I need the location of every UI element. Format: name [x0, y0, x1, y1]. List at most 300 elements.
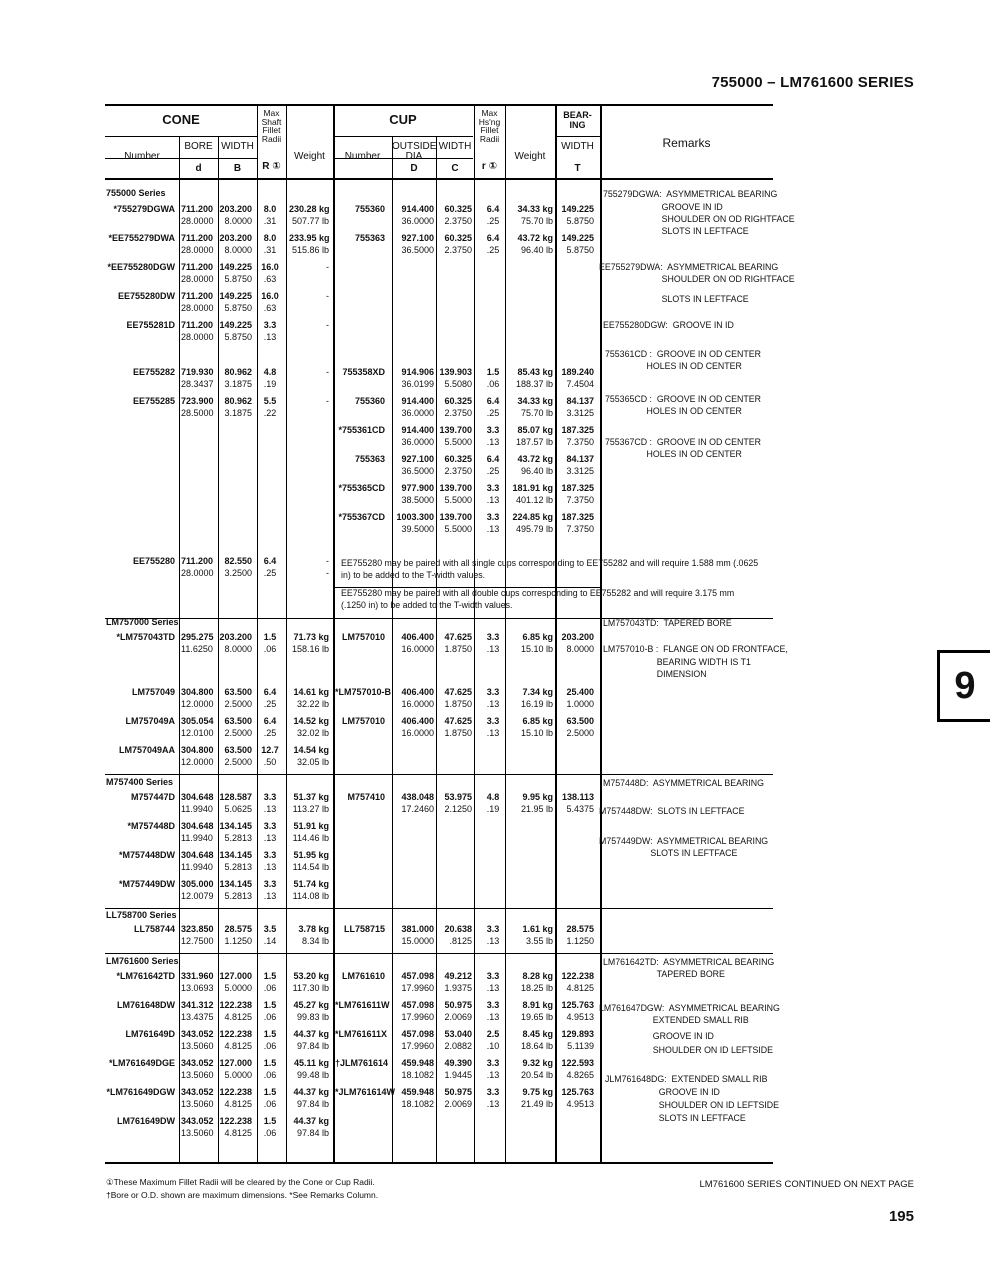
shaft-fillet-value-imperial: .63: [263, 274, 277, 284]
cone-number: LM761649D: [125, 1029, 175, 1039]
remark-line: SHOULDER ON OD RIGHTFACE: [603, 274, 795, 284]
bore-value: [181, 744, 212, 768]
remark-line: DIMENSION: [603, 669, 707, 679]
cup-width-value-imperial: 1.8750: [444, 644, 472, 654]
cone-weight-value-imperial: 158.16 lb: [291, 644, 329, 654]
shaft-fillet-value-metric: 3.3: [263, 821, 277, 831]
outside-dia-heading: OUTSIDE DIA: [392, 141, 437, 162]
bore-value-imperial: 13.5060: [181, 1070, 214, 1080]
bore-value-metric: 711.200: [181, 320, 214, 330]
cone-weight-value-metric: -: [326, 367, 329, 377]
cup-number-heading: Number: [344, 151, 381, 162]
shaft-fillet-value-imperial: .13: [263, 332, 277, 342]
cup-number: LM757010: [341, 716, 385, 726]
hsng-fillet-value-metric: 3.3: [486, 1000, 500, 1010]
shaft-fillet-value-imperial: .06: [263, 983, 277, 993]
cup-width-value-metric: 60.325: [444, 204, 472, 214]
shaft-fillet-value: [261, 970, 279, 994]
cone-width-value: [218, 923, 252, 947]
shaft-fillet-value-metric: 16.0: [261, 262, 279, 272]
cone-width-heading: WIDTH: [221, 141, 254, 152]
shaft-fillet-value-metric: 1.5: [263, 1058, 277, 1068]
cone-weight-value: [289, 1115, 329, 1139]
bearing-width-value-imperial: 7.3750: [566, 437, 594, 447]
outside-dia-value: [394, 686, 434, 710]
bore-value: [181, 395, 212, 419]
shaft-fillet-value: [261, 878, 279, 902]
cone-header-rule: [105, 136, 257, 137]
series-group-title: M757400 Series: [106, 777, 174, 787]
cone-number: *LM757043TD: [116, 632, 175, 642]
outside-dia-value: [394, 1057, 434, 1081]
bore-value-imperial: 28.0000: [181, 303, 214, 313]
pairing-note: EE755280 may be paired with all double cups corresponding to EE755282 and will require 3.175 mm (.1250 in) to be added to the T-width values.: [341, 588, 735, 610]
cone-weight-value-metric: 51.91 kg: [293, 821, 329, 831]
cone-weight-heading: Weight: [294, 151, 325, 162]
r2-symbol: r ①: [481, 161, 498, 172]
hsng-fillet-value-imperial: .13: [486, 524, 500, 534]
remark-line: SHOULDER ON OD RIGHTFACE: [603, 214, 795, 224]
shaft-fillet-value-imperial: .25: [263, 568, 277, 578]
cup-width-value-metric: 139.700: [439, 483, 472, 493]
cone-number: EE755282: [132, 367, 175, 377]
cone-number: *EE755280DGW: [107, 262, 175, 272]
cup-weight-heading: Weight: [514, 151, 546, 162]
cone-weight-value: [289, 923, 329, 947]
cone-weight-value-metric: 14.61 kg: [293, 687, 329, 697]
cup-weight-value: [508, 453, 553, 477]
cup-width-value: [439, 395, 472, 419]
cup-width-value-imperial: 2.1250: [444, 804, 472, 814]
outside-dia-value-metric: 914.906: [401, 367, 434, 377]
bearing-width-value: [557, 1028, 594, 1052]
shaft-fillet-value-imperial: .25: [263, 699, 277, 709]
outside-dia-value: [394, 424, 434, 448]
remark-line: BEARING WIDTH IS T1: [603, 657, 751, 667]
cup-number: *755367CD: [338, 512, 385, 522]
remark-line: GROOVE IN ID: [605, 1087, 720, 1097]
cone-width-value-metric: 134.145: [219, 879, 252, 889]
shaft-fillet-value-imperial: .31: [263, 216, 277, 226]
bore-value: [181, 999, 212, 1023]
cone-width-value-imperial: 5.2813: [224, 833, 252, 843]
remark-line: HOLES IN OD CENTER: [605, 449, 742, 459]
cone-width-value-imperial: 1.1250: [224, 936, 252, 946]
bore-value-metric: 343.052: [181, 1058, 214, 1068]
remark-line: GROOVE IN ID: [603, 202, 723, 212]
continued-note: LM761600 SERIES CONTINUED ON NEXT PAGE: [699, 1179, 914, 1190]
bearing-width-value: [557, 631, 594, 655]
cup-weight-value: [508, 482, 553, 506]
cup-number: 755363: [354, 233, 385, 243]
bearing-width-value-imperial: 4.8125: [566, 983, 594, 993]
section-tab: 9: [937, 650, 990, 722]
bearing-width-value-metric: 125.763: [561, 1000, 594, 1010]
cup-width-value-imperial: 1.9375: [444, 983, 472, 993]
bore-value: [181, 366, 212, 390]
cone-weight-value: [289, 791, 329, 815]
bearing-width-value-imperial: 1.1250: [566, 936, 594, 946]
outside-dia-value: [394, 715, 434, 739]
cone-number: *LM761649DGW: [106, 1087, 175, 1097]
remark-line: GROOVE IN ID: [599, 1031, 714, 1041]
hsng-fillet-value-metric: 6.4: [486, 454, 500, 464]
shaft-fillet-value-imperial: .06: [263, 1070, 277, 1080]
cup-weight-value-imperial: 21.49 lb: [520, 1099, 553, 1109]
cone-weight-value: [289, 290, 329, 302]
bore-value: [181, 686, 212, 710]
remark-line: SHOULDER ON ID LEFTSIDE: [599, 1045, 774, 1055]
bore-value-imperial: 12.0100: [181, 728, 214, 738]
cup-width-value-metric: 139.700: [439, 512, 472, 522]
bearing-width-value-metric: 149.225: [561, 204, 594, 214]
remark-line: 755367CD : GROOVE IN OD CENTER: [605, 437, 761, 447]
cup-width-value-imperial: 5.5080: [444, 379, 472, 389]
cup-width-value-imperial: 2.3750: [444, 245, 472, 255]
shaft-fillet-value: [261, 744, 279, 768]
cone-width-value-metric: 63.500: [224, 716, 252, 726]
hsng-fillet-value-imperial: .25: [486, 216, 500, 226]
cone-weight-value-metric: 3.78 kg: [298, 924, 329, 934]
bore-value: [181, 631, 212, 655]
bore-value-metric: 711.200: [181, 204, 214, 214]
bearing-width-value-imperial: 8.0000: [566, 644, 594, 654]
cone-weight-value: [289, 878, 329, 902]
hsng-fillet-value-imperial: .25: [486, 408, 500, 418]
bore-value-metric: 343.052: [181, 1029, 214, 1039]
cone-width-value-metric: 134.145: [219, 821, 252, 831]
cone-weight-value: [289, 555, 329, 579]
cone-width-value-metric: 127.000: [219, 971, 252, 981]
bore-value-imperial: 28.0000: [181, 216, 214, 226]
hsng-fillet-value-metric: 3.3: [486, 632, 500, 642]
cup-weight-value: [508, 511, 553, 535]
cone-number: EE755285: [132, 396, 175, 406]
cone-width-value: [218, 203, 252, 227]
shaft-fillet-value: [261, 715, 279, 739]
bearing-width-value-imperial: 3.3125: [566, 466, 594, 476]
cone-weight-value: [289, 970, 329, 994]
cone-width-value-imperial: 5.0625: [224, 804, 252, 814]
cone-weight-value-imperial: 8.34 lb: [301, 936, 329, 946]
cone-number: LM757049A: [125, 716, 175, 726]
hsng-fillet-value: [484, 453, 502, 477]
outside-dia-value-imperial: 36.0000: [401, 437, 434, 447]
remark-line: SLOTS IN LEFTFACE: [603, 226, 749, 236]
cone-number: LL758744: [133, 924, 175, 934]
cone-width-value-metric: 82.550: [224, 556, 252, 566]
cup-weight-value-imperial: 75.70 lb: [520, 216, 553, 226]
outside-dia-value-imperial: 36.5000: [401, 245, 434, 255]
cup-weight-value-metric: 85.07 kg: [517, 425, 553, 435]
shaft-fillet-value-metric: 1.5: [263, 971, 277, 981]
bore-value: [181, 1115, 212, 1139]
cone-weight-value-metric: -: [326, 396, 329, 406]
bore-value-metric: 304.800: [181, 687, 214, 697]
shaft-fillet-value: [261, 203, 279, 227]
cup-width-value-metric: 47.625: [444, 632, 472, 642]
cup-weight-value-imperial: 19.65 lb: [520, 1012, 553, 1022]
cone-weight-value-imperial: 117.30 lb: [292, 983, 329, 993]
cup-weight-value: [508, 631, 553, 655]
bearing-width-value-metric: 122.238: [561, 971, 594, 981]
cone-weight-value-metric: 51.74 kg: [293, 879, 329, 889]
shaft-fillet-value: [261, 923, 279, 947]
cup-width-value-metric: 139.903: [439, 367, 472, 377]
cone-weight-value: [289, 631, 329, 655]
bore-value-metric: 723.900: [181, 396, 214, 406]
cone-width-value: [218, 631, 252, 655]
cup-width-value: [439, 482, 472, 506]
bearing-width-value-metric: 122.593: [561, 1058, 594, 1068]
cone-width-value: [218, 970, 252, 994]
cup-heading: CUP: [389, 112, 417, 127]
cone-weight-value-metric: 45.27 kg: [293, 1000, 329, 1010]
bore-value-imperial: 28.5000: [181, 408, 214, 418]
bearing-width-value-imperial: 7.3750: [566, 495, 594, 505]
cone-weight-value: [289, 820, 329, 844]
bearing-width-value-metric: 187.325: [561, 425, 594, 435]
cone-width-value: [218, 849, 252, 873]
cup-weight-value-imperial: 3.55 lb: [525, 936, 553, 946]
shaft-fillet-value-imperial: .06: [263, 644, 277, 654]
bore-value-imperial: 11.9940: [181, 833, 213, 843]
outside-dia-value-imperial: 16.0000: [401, 644, 434, 654]
cone-width-value-imperial: 5.2813: [224, 891, 252, 901]
outside-dia-value-imperial: 36.5000: [401, 466, 434, 476]
hsng-fillet-value-imperial: .10: [486, 1041, 500, 1051]
outside-dia-value-imperial: 18.1082: [401, 1099, 434, 1109]
shaft-fillet-value-imperial: .13: [263, 833, 277, 843]
cone-width-value-metric: 203.200: [219, 233, 252, 243]
bore-value: [181, 820, 212, 844]
cup-weight-value: [508, 232, 553, 256]
table-row: [105, 686, 773, 710]
cup-weight-value: [508, 791, 553, 815]
cone-width-value-metric: 28.575: [224, 924, 252, 934]
cone-weight-value: [289, 319, 329, 331]
bore-value-imperial: 12.0000: [181, 757, 214, 767]
remark-line: SLOTS IN LEFTFACE: [599, 848, 738, 858]
cup-number: M757410: [347, 792, 385, 802]
cup-weight-value: [508, 1028, 553, 1052]
shaft-fillet-value: [261, 686, 279, 710]
outside-dia-value-imperial: 39.5000: [401, 524, 434, 534]
cup-weight-value-metric: 8.91 kg: [522, 1000, 553, 1010]
outside-dia-value-metric: 914.400: [401, 425, 434, 435]
cup-width-value: [439, 424, 472, 448]
bore-value: [181, 923, 212, 947]
shaft-fillet-value: [261, 319, 279, 343]
hsng-fillet-value: [484, 791, 502, 815]
bearing-width-value-imperial: 5.4375: [566, 804, 594, 814]
cone-number: LM757049AA: [118, 745, 175, 755]
cone-width-value: [218, 1057, 252, 1081]
bore-value-metric: 304.648: [181, 850, 214, 860]
hsng-fillet-value-metric: 6.4: [486, 396, 500, 406]
bore-value-imperial: 13.0693: [181, 983, 214, 993]
bore-value: [181, 290, 212, 314]
cone-weight-value-imperial: 97.84 lb: [296, 1099, 329, 1109]
cup-width-value: [439, 511, 472, 535]
outside-dia-value-imperial: 16.0000: [401, 728, 434, 738]
outside-dia-value-imperial: 36.0000: [401, 408, 434, 418]
max-shaft-fillet-heading: Max Shaft Fillet Radii: [261, 108, 282, 144]
cup-weight-value: [508, 203, 553, 227]
cone-width-value-metric: 134.145: [219, 850, 252, 860]
outside-dia-value-metric: 438.048: [401, 792, 434, 802]
cone-weight-value-imperial: 32.05 lb: [296, 757, 329, 767]
outside-dia-value: [394, 999, 434, 1023]
cup-width-value-imperial: 5.5000: [444, 495, 472, 505]
cone-width-value-metric: 149.225: [219, 291, 252, 301]
cone-weight-value-imperial: -: [326, 568, 329, 578]
hsng-fillet-value-imperial: .13: [486, 936, 500, 946]
cone-width-value: [218, 366, 252, 390]
cup-number: †JLM761614: [335, 1058, 389, 1068]
cone-weight-value-metric: 44.37 kg: [293, 1116, 329, 1126]
bearing-table: [105, 104, 795, 1164]
bearing-width-value: [557, 366, 594, 390]
remark-line: SLOTS IN LEFTFACE: [605, 1113, 746, 1123]
cone-width-value: [218, 1028, 252, 1052]
shaft-fillet-value: [261, 555, 279, 579]
bearing-width-value-imperial: 2.5000: [566, 728, 594, 738]
hsng-fillet-value: [484, 1086, 502, 1110]
cone-width-value-metric: 63.500: [224, 745, 252, 755]
hsng-fillet-value-imperial: .13: [486, 1070, 500, 1080]
cup-weight-value-metric: 9.75 kg: [522, 1087, 553, 1097]
bearing-width-value: [557, 970, 594, 994]
cup-weight-value-imperial: 401.12 lb: [515, 495, 553, 505]
cone-weight-value: [289, 1086, 329, 1110]
shaft-fillet-value-metric: 6.4: [263, 556, 277, 566]
cup-weight-value-metric: 7.34 kg: [522, 687, 553, 697]
bore-value-metric: 304.648: [181, 792, 214, 802]
shaft-fillet-value-metric: 6.4: [263, 716, 277, 726]
bore-value-metric: 711.200: [181, 556, 214, 566]
hsng-fillet-value: [484, 1057, 502, 1081]
shaft-fillet-value-imperial: .19: [263, 379, 277, 389]
page-number: 195: [888, 1208, 914, 1225]
bore-value-imperial: 28.0000: [181, 332, 214, 342]
hsng-fillet-value-imperial: .13: [486, 495, 500, 505]
footnotes: [106, 1176, 378, 1202]
cup-width-value: [439, 970, 472, 994]
shaft-fillet-value-metric: 4.8: [263, 367, 277, 377]
outside-dia-value-metric: 977.900: [401, 483, 434, 493]
series-separator: [105, 953, 773, 954]
outside-dia-value-metric: 927.100: [401, 233, 434, 243]
cone-weight-value-metric: 51.95 kg: [293, 850, 329, 860]
bearing-width-value-imperial: 3.3125: [566, 408, 594, 418]
cone-width-value-metric: 122.238: [219, 1087, 252, 1097]
shaft-fillet-value-imperial: .14: [263, 936, 277, 946]
cone-width-value-metric: 203.200: [219, 632, 252, 642]
cone-width-value: [218, 715, 252, 739]
cup-width-value-metric: 47.625: [444, 716, 472, 726]
cup-width-value: [439, 631, 472, 655]
bearing-width-value-metric: 149.225: [561, 233, 594, 243]
table-row: [105, 511, 773, 535]
cup-width-value-imperial: 1.9445: [444, 1070, 472, 1080]
cup-weight-value-imperial: 21.95 lb: [520, 804, 553, 814]
cup-number: *755361CD: [338, 425, 385, 435]
bore-value-metric: 711.200: [181, 291, 214, 301]
cone-weight-value-imperial: 114.46 lb: [292, 833, 329, 843]
cone-weight-value-metric: 53.20 kg: [293, 971, 329, 981]
cone-weight-value: [289, 203, 329, 227]
cone-width-value-imperial: 2.5000: [224, 699, 252, 709]
outside-dia-value-imperial: 38.5000: [401, 495, 434, 505]
cone-width-value-metric: 80.962: [224, 367, 252, 377]
remark-line: JLM761648DG: EXTENDED SMALL RIB: [605, 1074, 768, 1084]
hsng-fillet-value-metric: 3.3: [486, 1058, 500, 1068]
cup-width-value-imperial: 5.5000: [444, 524, 472, 534]
bore-value: [181, 1028, 212, 1052]
cone-weight-value: [289, 715, 329, 739]
cup-weight-value-imperial: 15.10 lb: [520, 644, 553, 654]
cup-weight-value-imperial: 18.64 lb: [520, 1041, 553, 1051]
cone-weight-value-imperial: 99.48 lb: [296, 1070, 329, 1080]
cup-weight-value-metric: 1.61 kg: [522, 924, 553, 934]
cone-width-value: [218, 290, 252, 314]
outside-dia-value-metric: 914.400: [401, 396, 434, 406]
cup-width-value-metric: 49.390: [444, 1058, 472, 1068]
cup-number: LL758715: [343, 924, 385, 934]
b-symbol: B: [233, 163, 242, 174]
max-hsng-fillet-heading: Max Hs'ng Fillet Radii: [478, 108, 501, 144]
shaft-fillet-value: [261, 791, 279, 815]
bearing-width-value: [557, 453, 594, 477]
remark-line: EE755280DGW: GROOVE IN ID: [603, 320, 734, 330]
cup-weight-value-metric: 43.72 kg: [517, 233, 553, 243]
bore-heading: BORE: [184, 141, 213, 152]
cone-width-value-imperial: 5.8750: [224, 274, 252, 284]
c-symbol: C: [451, 163, 459, 174]
hsng-fillet-value-metric: 6.4: [486, 204, 500, 214]
cone-width-value-imperial: 4.8125: [224, 1128, 252, 1138]
hsng-fillet-value-imperial: .13: [486, 644, 500, 654]
cone-width-value-imperial: 3.1875: [224, 408, 252, 418]
cup-width-value-metric: 20.638: [444, 924, 472, 934]
cup-weight-value: [508, 424, 553, 448]
d-symbol: d: [195, 163, 202, 174]
cup-number: *LM761611X: [335, 1029, 388, 1039]
header-bottom-rule: [105, 178, 773, 180]
bore-value-metric: 295.275: [181, 632, 214, 642]
bearing-width-value-imperial: 4.8265: [566, 1070, 594, 1080]
cup-width-value-imperial: 2.0069: [444, 1099, 472, 1109]
outside-dia-value-metric: 914.400: [401, 204, 434, 214]
shaft-fillet-value-imperial: .13: [263, 862, 277, 872]
bearing-width-value-imperial: 5.8750: [566, 216, 594, 226]
bearing-width-value-metric: 187.325: [561, 483, 594, 493]
cup-width-value: [439, 366, 472, 390]
shaft-fillet-value-imperial: .13: [263, 804, 277, 814]
footnote-bore: †Bore or O.D. shown are maximum dimensions. *See Remarks Column.: [106, 1190, 379, 1200]
bore-value-imperial: 13.5060: [181, 1128, 214, 1138]
cup-width-value-metric: 50.975: [444, 1000, 472, 1010]
bearing-width-value: [557, 791, 594, 815]
cup-weight-value-metric: 8.45 kg: [522, 1029, 553, 1039]
cup-weight-value: [508, 686, 553, 710]
hsng-fillet-value: [484, 686, 502, 710]
cone-weight-value: [289, 686, 329, 710]
hsng-fillet-value-imperial: .13: [486, 437, 500, 447]
cone-width-value-metric: 203.200: [219, 204, 252, 214]
bearing-width-value-metric: 189.240: [561, 367, 594, 377]
